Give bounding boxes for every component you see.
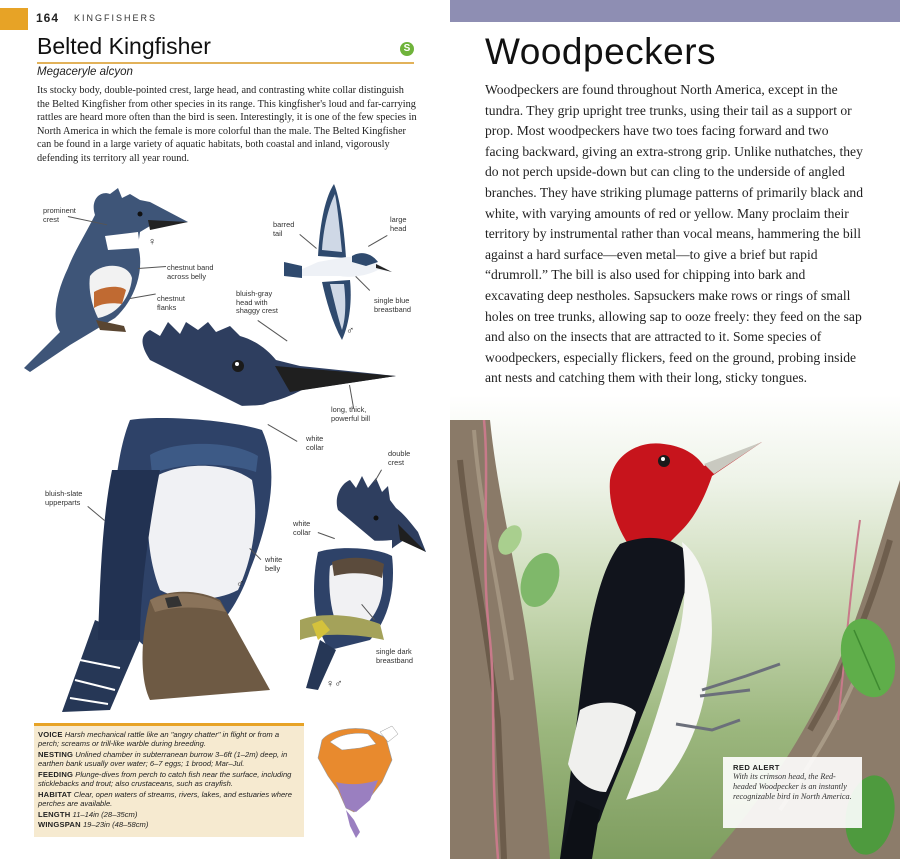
habitat-label: HABITAT xyxy=(38,790,72,799)
male-symbol-flight: ♂ xyxy=(346,325,355,337)
juvenile-symbols: ♀♂ xyxy=(326,678,343,690)
species-info-box xyxy=(34,723,304,837)
scientific-name: Megaceryle alcyon xyxy=(37,66,133,78)
male-kingfisher-illustration xyxy=(62,322,396,712)
section-heading: KINGFISHERS xyxy=(74,13,158,23)
right-page xyxy=(450,0,900,859)
label-white-collar-juvenile: white collar xyxy=(293,519,311,537)
feeding-label: FEEDING xyxy=(38,770,74,779)
voice-text: Harsh mechanical rattle like an "angry chatter" in flight or from a perch; screams or trill-like warble during breeding. xyxy=(38,730,280,749)
range-map xyxy=(318,726,398,838)
flying-kingfisher-illustration xyxy=(284,184,392,340)
label-prominent-crest: prominent crest xyxy=(43,206,76,224)
wingspan-label: WINGSPAN xyxy=(38,820,81,829)
label-single-dark-breastband: single dark breastband xyxy=(376,647,413,665)
label-barred-tail: barred tail xyxy=(273,220,295,238)
label-double-crest: double crest xyxy=(388,449,411,467)
label-chestnut-flanks: chestnut flanks xyxy=(157,294,185,312)
status-badge: S xyxy=(400,42,414,56)
info-wingspan xyxy=(38,820,300,829)
habitat-text: Clear, open waters of streams, rivers, lakes, and estuaries where perches are available. xyxy=(38,790,292,809)
caption-title: RED ALERT xyxy=(733,763,780,772)
nesting-text: Unlined chamber in subterranean burrow 3–6ft (1–2m) deep, in earthen bank usually over water; 6–7 eggs; 1 brood; Mar–Jul. xyxy=(38,750,288,769)
info-nesting xyxy=(38,750,300,769)
label-chestnut-band: chestnut band across belly xyxy=(167,263,214,281)
label-large-head: large head xyxy=(390,215,407,233)
page-number: 164 xyxy=(36,11,60,25)
species-intro: Its stocky body, double-pointed crest, large head, and contrasting white collar distinguish the Belted Kingfisher from other species in its range. This kingfisher's loud and far-carrying rattles are heard more often than the bird is seen. Interestingly, it is one of the few species in North America in which the female is more colorful than the male. The Belted Kingfisher can be found in a large variety of aquatic habitats, both coastal and inland, vigorously defending its territory all year round. xyxy=(37,85,417,164)
label-bluish-slate-upperparts: bluish-slate upperparts xyxy=(45,489,83,507)
info-voice xyxy=(38,730,300,749)
length-label: LENGTH xyxy=(38,810,71,819)
label-long-bill: long, thick, powerful bill xyxy=(331,405,371,423)
nesting-label: NESTING xyxy=(38,750,74,759)
label-bluish-gray-head: bluish-gray head with shaggy crest xyxy=(236,289,278,316)
info-feeding xyxy=(38,770,300,789)
info-habitat xyxy=(38,790,300,809)
photo-caption xyxy=(723,757,862,828)
info-length xyxy=(38,810,300,819)
male-symbol: ♂ xyxy=(236,578,245,590)
voice-label: VOICE xyxy=(38,730,63,739)
wingspan-text: 19–23in (48–58cm) xyxy=(82,820,149,829)
caption-text: With its crimson head, the Red-headed Woodpecker is an instantly recognizable bird in North America. xyxy=(733,772,852,801)
species-title: Belted Kingfisher xyxy=(37,33,211,59)
label-single-blue-breastband: single blue breastband xyxy=(374,296,411,314)
family-intro: Woodpeckers are found throughout North America, except in the tundra. They grip upright tree trunks, using their tail as a support or prop. Most woodpeckers have two toes facing forward and two facing backward, giving an extra-strong grip. Unlike nuthatches, they do not perch upside-down but can cling to the underside of angled branches. They have striking plumage patterns of primarily black and white, with varying amounts of red or yellow. Many proclaim their territory by instrumental rather than vocal means, hammering the bill against a hard surface—even metal—to give a brief but rapid “drumroll.” The bill is also used for chipping into bark and excavating deep nestholes. Sapsuckers make rows or rings of small holes on tree trunks, allowing sap to ooze freely: they feed on the sap and also on the insects that are attracted to it. Some species of woodpeckers, especially flickers, feed on the ground, probing inside ant nests and catching them with their long, sticky tongues. xyxy=(485,82,863,386)
label-white-collar: white collar xyxy=(306,434,324,452)
length-text: 11–14in (28–35cm) xyxy=(72,810,138,819)
top-color-band xyxy=(450,0,900,22)
female-symbol: ♀ xyxy=(148,236,157,248)
feeding-text: Plunge-dives from perch to catch fish near the surface, including sticklebacks and trout; also crustaceans, such as crayfish. xyxy=(38,770,292,789)
label-white-belly: white belly xyxy=(265,555,283,573)
family-title: Woodpeckers xyxy=(485,31,717,72)
